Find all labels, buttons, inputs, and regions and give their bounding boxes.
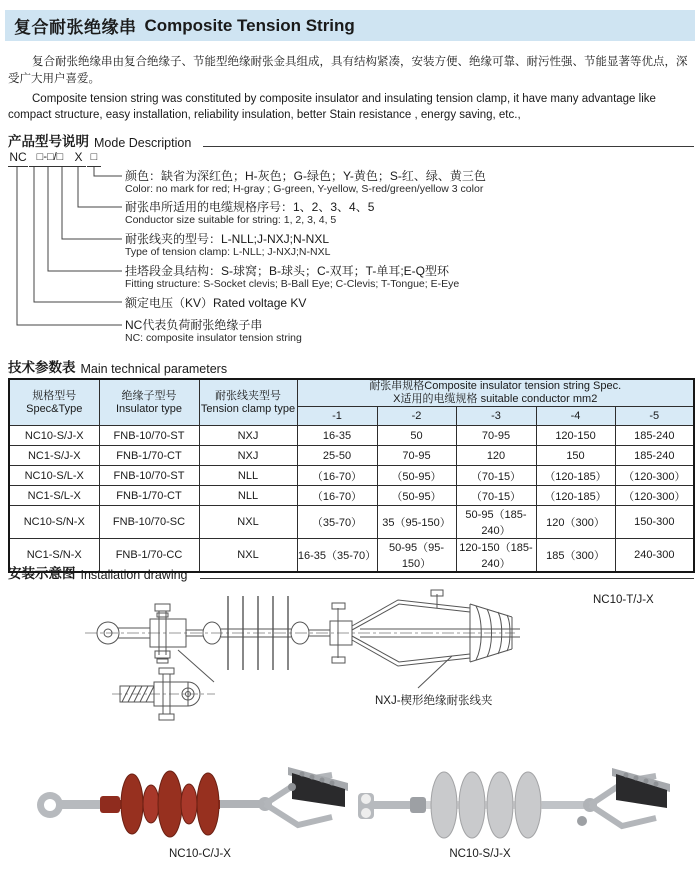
product-photo-nc10-c	[30, 755, 350, 850]
table-cell: NXJ	[199, 446, 297, 466]
table-cell: 35（95-150）	[377, 506, 456, 539]
section-title-installation	[8, 562, 694, 582]
table-cell: （120-300）	[615, 486, 694, 506]
table-cell: （50-95）	[377, 486, 456, 506]
model-code-diagram	[0, 150, 700, 350]
table-cell: 50-95（95-150）	[377, 539, 456, 573]
header-spec-type-cn: 规格型号	[32, 389, 77, 402]
table-cell: （120-185）	[536, 486, 615, 506]
header-string-spec-line2: X适用的电缆规格 suitable conductor mm2	[393, 393, 598, 405]
table-cell: （50-95）	[377, 466, 456, 486]
intro-paragraph-cn: 复合耐张绝缘串由复合绝缘子、节能型绝缘耐张金具组成，具有结构紧凑，安装方便、绝缘可靠、耐污性强、节能显著等优点，深受广大用户喜爱。	[8, 56, 688, 85]
header-insulator-type	[99, 379, 199, 426]
table-cell: 240-300	[615, 539, 694, 573]
code-desc-clamp-en: Type of tension clamp: L-NLL; J-NXJ;N-NXL	[125, 246, 331, 258]
section-title-parameters-en: Main technical parameters	[80, 362, 228, 376]
code-desc-color-cn: 颜色：缺省为深红色；H-灰色；G-绿色；Y-黄色；S-红、绿、黄三色	[125, 169, 486, 183]
table-row	[9, 466, 694, 486]
header-spec-type-en: Spec&Type	[26, 402, 83, 415]
code-color-box: □	[87, 150, 101, 167]
code-desc-color-en: Color: no mark for red; H-gray ; G-green, Y-yellow, S-red/green/yellow 3 color	[125, 183, 484, 195]
table-cell: （120-300）	[615, 466, 694, 486]
table-cell: （16-70）	[297, 466, 377, 486]
table-cell: 50-95（185-240）	[456, 506, 536, 539]
table-cell: NC1-S/N-X	[9, 539, 99, 573]
installation-technical-drawing	[0, 588, 700, 750]
table-cell: 120（300）	[536, 506, 615, 539]
table-cell: （70-15）	[456, 466, 536, 486]
table-cell: NC1-S/J-X	[9, 446, 99, 466]
code-desc-conductor-en: Conductor size suitable for string: 1, 2, 3, 4, 5	[125, 214, 337, 226]
section-title-installation-en: Installation drawing	[80, 568, 188, 582]
section-title-installation-cn: 安装示意图	[8, 566, 76, 581]
parameters-table	[8, 378, 695, 573]
section-title-mode-cn: 产品型号说明	[8, 134, 89, 149]
code-desc-color	[125, 169, 685, 196]
photo-label-left: NC10-C/J-X	[169, 848, 231, 860]
table-cell: NXL	[199, 539, 297, 573]
table-cell: 150	[536, 446, 615, 466]
code-desc-fitting	[125, 264, 685, 291]
code-boxes: □-□/□	[29, 150, 71, 167]
subheader-1: -1	[297, 407, 377, 426]
table-cell: 16-35	[297, 426, 377, 446]
table-cell: FNB-1/70-CT	[99, 446, 199, 466]
table-cell: FNB-1/70-CT	[99, 486, 199, 506]
table-cell: NC10-S/L-X	[9, 466, 99, 486]
table-cell: 70-95	[377, 446, 456, 466]
table-row	[9, 486, 694, 506]
header-clamp-type	[199, 379, 297, 426]
table-cell: NXL	[199, 506, 297, 539]
table-cell: NXJ	[199, 426, 297, 446]
header-string-spec-group	[297, 379, 694, 407]
table-cell: NC10-S/N-X	[9, 506, 99, 539]
table-cell: FNB-10/70-ST	[99, 426, 199, 446]
table-cell: 16-35（35-70）	[297, 539, 377, 573]
code-desc-nc	[125, 318, 685, 345]
subheader-3: -3	[456, 407, 536, 426]
table-cell: NLL	[199, 466, 297, 486]
table-cell: 185（300）	[536, 539, 615, 573]
subheader-4: -4	[536, 407, 615, 426]
section-title-parameters	[8, 356, 694, 376]
table-header-row	[9, 379, 694, 407]
subheader-5: -5	[615, 407, 694, 426]
table-cell: 185-240	[615, 426, 694, 446]
drawing-model-label: NC10-T/J-X	[593, 594, 654, 606]
photo-label-right: NC10-S/J-X	[449, 848, 511, 860]
table-cell: 150-300	[615, 506, 694, 539]
table-cell: FNB-10/70-ST	[99, 466, 199, 486]
table-cell: 120-150	[536, 426, 615, 446]
code-desc-clamp-cn: 耐张线夹的型号：L-NLL;J-NXJ;N-NXL	[125, 232, 330, 246]
section-rule	[200, 578, 694, 579]
page-title	[5, 10, 695, 41]
section-rule	[203, 146, 694, 147]
table-cell: （70-15）	[456, 486, 536, 506]
page-title-en: Composite Tension String	[144, 15, 355, 35]
code-x: X	[71, 150, 86, 167]
table-cell: NC1-S/L-X	[9, 486, 99, 506]
subheader-2: -2	[377, 407, 456, 426]
table-body	[9, 426, 694, 573]
header-string-spec-line1: 耐张串规格Composite insulator tension string Spec.	[369, 380, 622, 392]
section-title-mode	[8, 130, 694, 150]
code-desc-voltage	[125, 296, 685, 310]
intro-paragraph-en: Composite tension string was constituted by composite insulator and insulating tension clamp, it have many advantage like compact structure, easy installation, reliability insulation, better Stain resistance , energy saving, etc.,	[8, 93, 656, 121]
section-title-mode-en: Mode Description	[94, 136, 192, 150]
code-desc-conductor	[125, 200, 685, 227]
table-cell: 25-50	[297, 446, 377, 466]
table-row	[9, 426, 694, 446]
table-cell: （120-185）	[536, 466, 615, 486]
header-clamp-type-en: Tension clamp type	[200, 402, 296, 415]
code-prefix: NC	[8, 150, 28, 167]
code-desc-nc-en: NC: composite insulator tension string	[125, 332, 302, 344]
table-cell: 50	[377, 426, 456, 446]
table-cell: 120-150（185-240）	[456, 539, 536, 573]
code-desc-nc-cn: NC代表负荷耐张绝缘子串	[125, 318, 263, 332]
code-desc-voltage-cn: 额定电压（KV）Rated voltage KV	[125, 296, 307, 310]
table-row	[9, 506, 694, 539]
header-clamp-type-cn: 耐张线夹型号	[215, 389, 281, 402]
table-cell: FNB-1/70-CC	[99, 539, 199, 573]
table-cell: 185-240	[615, 446, 694, 466]
page-title-cn: 复合耐张绝缘串	[14, 18, 137, 37]
table-cell: 70-95	[456, 426, 536, 446]
table-cell: NLL	[199, 486, 297, 506]
code-desc-fitting-en: Fitting structure: S-Socket clevis; B-Ball Eye; C-Clevis; T-Tongue; E-Eye	[125, 278, 460, 290]
table-cell: （35-70）	[297, 506, 377, 539]
clamp-callout-label: NXJ-楔形绝缘耐张线夹	[375, 695, 493, 707]
product-photo-nc10-s	[350, 755, 670, 850]
table-cell: FNB-10/70-SC	[99, 506, 199, 539]
code-desc-clamp	[125, 232, 685, 259]
header-spec-type	[9, 379, 99, 426]
code-desc-conductor-cn: 耐张串所适用的电缆规格序号：1、2、3、4、5	[125, 200, 375, 214]
header-insulator-type-cn: 绝缘子型号	[121, 389, 177, 402]
table-cell: 120	[456, 446, 536, 466]
section-title-parameters-cn: 技术参数表	[8, 360, 76, 375]
header-insulator-type-en: Insulator type	[115, 402, 183, 415]
table-cell: NC10-S/J-X	[9, 426, 99, 446]
table-row	[9, 446, 694, 466]
code-desc-fitting-cn: 挂塔段金具结构：S-球窝；B-球头；C-双耳；T-单耳;E-Q型环	[125, 264, 449, 278]
table-cell: （16-70）	[297, 486, 377, 506]
